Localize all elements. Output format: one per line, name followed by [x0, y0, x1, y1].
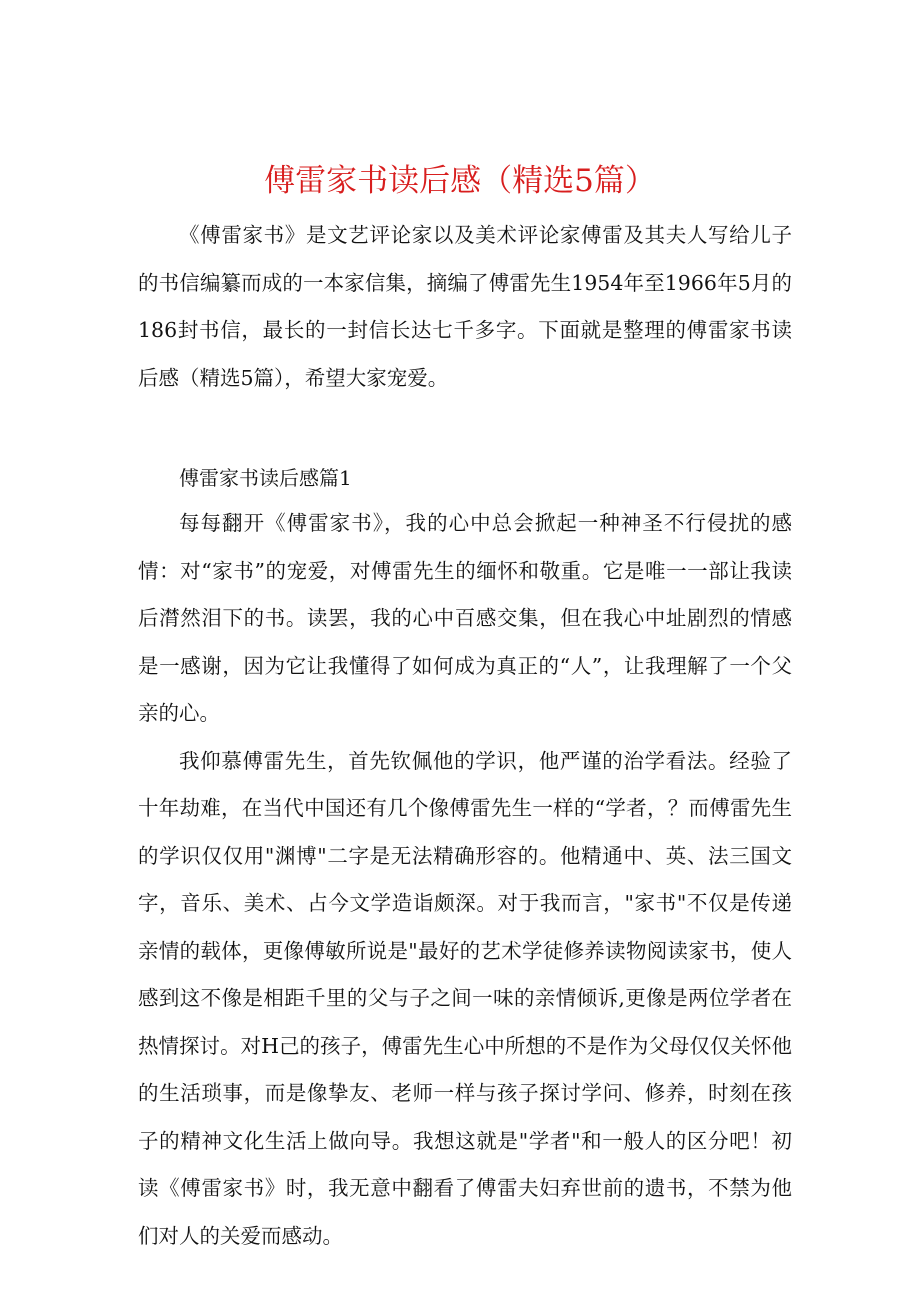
document-title: 傅雷家书读后感（精选5篇）	[264, 162, 656, 199]
body-paragraph-2: 我仰慕傅雷先生，首先钦佩他的学识，他严谨的治学看法。经验了十年劫难，在当代中国还有几个像傅雷先生一样的“学者，？而傅雷先生的学识仅仅用"渊博"二字是无法精确形容的。他精通中、英、法三国文字，音乐、美术、占今文学造诣颇深。对于我而言，"家书"不仅是传递亲情的载体，更像傅敏所说是"最好的艺术学徒修养读物阅读家书，使人感到这不像是相距千里的父与子之间一味的亲情倾诉,更像是两位学者在热情探讨。对H己的孩子，傅雷先生心中所想的不是作为父母仅仅关怀他的生活琐事，而是像挚友、老师一样与孩子探讨学问、修养，时刻在孩子的精神文化生活上做向导。我想这就是"学者"和一般人的区分吧！初读《傅雷家书》时，我无意中翻看了傅雷夫妇弃世前的遗书，不禁为他们对人的关爱而感动。	[138, 748, 792, 1248]
section-heading: 傅雷家书读后感篇1	[179, 466, 352, 490]
intro-paragraph: 《傅雷家书》是文艺评论家以及美术评论家傅雷及其夫人写给儿子的书信编纂而成的一本家信集，摘编了傅雷先生1954年至1966年5月的186封书信，最长的一封信长达七千多字。下面就是整理的傅雷家书读后感（精选5篇），希望大家宠爱。	[138, 223, 792, 390]
section-body	[138, 500, 792, 1260]
intro-section	[138, 212, 792, 402]
body-paragraph-1: 每每翻开《傅雷家书》，我的心中总会掀起一种神圣不行侵扰的感情：对“家书”的宠爱，对傅雷先生的缅怀和敬重。它是唯一一部让我读后潸然泪下的书。读罢，我的心中百感交集，但在我心中址剧烈的情感是一感谢，因为它让我懂得了如何成为真正的“人”，让我理解了一个父亲的心。	[138, 511, 792, 725]
